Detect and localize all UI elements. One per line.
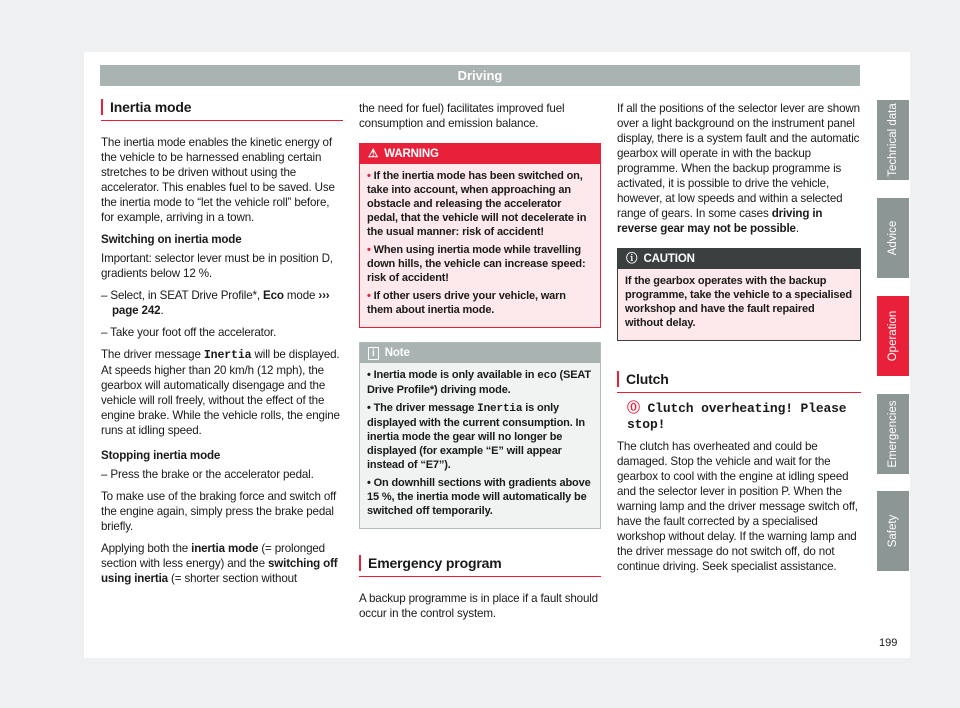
text: is only displayed with the current consumption. In inertia mode the gear will no longer be displayed (for example “E” will appear instead of “E7”). xyxy=(367,402,585,471)
step-press-brake: – Press the brake or the accelerator pedal. xyxy=(101,468,314,481)
text: Applying both the xyxy=(101,542,192,555)
section-title-clutch: Clutch xyxy=(617,371,861,387)
text: If other users drive your vehicle, warn them about inertia mode. xyxy=(367,290,566,316)
step-select-eco: – Select, in SEAT Drive Profile*, Eco mode ››› page 242. xyxy=(101,289,330,317)
section-heading-underline xyxy=(359,555,601,577)
note-item: • The driver message Inertia is only displayed with the current consumption. In inertia mode the gear will no longer be displayed (for example “E” will appear instead of “E7”). xyxy=(367,402,585,471)
text: The driver message xyxy=(101,348,204,361)
important-paragraph: Important: selector lever must be in position D, gradients below 12 %. xyxy=(101,252,333,280)
text: (= shorter section without xyxy=(167,572,298,585)
tab-label: Emergencies xyxy=(887,400,899,468)
bold-text: switching off using inertia xyxy=(101,557,338,585)
text: If the inertia mode has been switched on, take into account, when approaching an obstacle and releasing the accelerator pedal, that the vehicle will not decelerate in the usual manner: risk of accident! xyxy=(367,170,587,238)
clutch-paragraph: The clutch has overheated and could be damaged. Stop the vehicle and wait for the gearbox to cool with the engine at idling speed and the selector lever in position P. When the warning lamp and the driver message switch off, have the fault corrected by a specialised workshop without delay. If the warning lamp and the driver message do not switch off, do not continue driving. Seek specialist assistance. xyxy=(617,440,858,573)
text: Clutch overheating! Please stop! xyxy=(627,401,847,432)
continued-paragraph: the need for fuel) facilitates improved fuel consumption and emission balance. xyxy=(359,102,565,130)
braking-paragraph: To make use of the braking force and switch off the engine again, simply press the brake pedal briefly. xyxy=(101,490,337,533)
inertia-message: Inertia xyxy=(477,403,523,415)
subheading-stopping: Stopping inertia mode xyxy=(101,449,221,462)
clutch-message xyxy=(627,401,861,433)
column-3 xyxy=(617,101,861,581)
warning-item: • If the inertia mode has been switched on, take into account, when approaching an obstacle and releasing the accelerator pedal, that the vehicle will not decelerate in the usual manner: risk of accident! xyxy=(367,170,587,238)
text: The driver message xyxy=(373,402,478,414)
bold-text: driving in reverse gear may not be possible xyxy=(617,207,823,235)
intro-paragraph: The inertia mode enables the kinetic energy of the vehicle to be harnessed enabling certain stretches to be driven without using the accelerator. This enables fuel to be saved. Use the inertia mode to “let the vehicle roll” before, for example, arriving in a town. xyxy=(101,136,335,224)
inertia-message: Inertia xyxy=(203,349,252,362)
applying-paragraph xyxy=(101,541,343,586)
eco-mode-label: eco xyxy=(537,370,557,382)
note-header xyxy=(360,343,600,363)
warning-box xyxy=(359,143,601,328)
subheading-switching-on: Switching on inertia mode xyxy=(101,233,242,246)
info-icon: i xyxy=(368,347,379,360)
text: Press the brake or the accelerator pedal. xyxy=(110,468,314,481)
tab-safety[interactable] xyxy=(877,491,909,571)
warning-lamp-icon: ⓪ xyxy=(627,401,640,416)
caution-header xyxy=(618,249,860,269)
warning-label: WARNING xyxy=(384,148,439,160)
caution-label: CAUTION xyxy=(643,253,695,265)
note-box xyxy=(359,342,601,529)
caution-box xyxy=(617,248,861,341)
tab-label: Operation xyxy=(887,310,899,362)
text: Inertia mode is only available in xyxy=(373,369,538,381)
warning-header xyxy=(360,144,600,164)
caution-text: If the gearbox operates with the backup programme, take the vehicle to a specialised workshop and have the fault repaired without delay. xyxy=(625,275,852,329)
text: On downhill sections with gradients above 15 %, the inertia mode will automatically be switched off temporarily. xyxy=(367,477,591,517)
text: When using inertia mode while travelling down hills, the vehicle can increase speed: risk of accident! xyxy=(367,244,586,284)
text: Select, in SEAT Drive Profile*, xyxy=(110,289,264,302)
text: If all the positions of the selector lever are shown over a light background on the instrument panel display, there is a system fault and the automatic gearbox will operate in with the backup programme. When the backup programme is activated, it is possible to drive the vehicle, however, at low speeds and within a selected range of gears. In some cases xyxy=(617,102,860,220)
tab-emergencies[interactable] xyxy=(877,394,909,474)
tab-label: Safety xyxy=(887,514,899,548)
tab-advice[interactable] xyxy=(877,198,909,278)
section-heading-underline xyxy=(617,371,861,393)
tab-technical-data[interactable] xyxy=(877,100,909,180)
section-heading-underline xyxy=(101,99,343,121)
tab-label: Technical data xyxy=(887,103,899,177)
step-foot-off: – Take your foot off the accelerator. xyxy=(101,326,277,339)
section-title-emergency: Emergency program xyxy=(359,555,601,571)
warning-triangle-icon: ⚠ xyxy=(368,148,379,160)
bold-text: inertia mode xyxy=(191,542,259,555)
fault-paragraph xyxy=(617,101,861,236)
text: (= prolonged section with less energy) and the xyxy=(101,542,325,570)
text: (SEAT Drive Profile*) driving mode. xyxy=(367,369,591,396)
note-item: • On downhill sections with gradients above 15 %, the inertia mode will automatically be switched off temporarily. xyxy=(367,477,591,517)
emergency-paragraph: A backup programme is in place if a fault should occur in the control system. xyxy=(359,592,598,620)
caution-circle-icon: ⓘ xyxy=(626,253,638,265)
text: mode xyxy=(283,289,319,302)
eco-label: Eco xyxy=(263,289,284,302)
note-item: • Inertia mode is only available in eco (SEAT Drive Profile*) driving mode. xyxy=(367,369,591,396)
tab-label: Advice xyxy=(887,220,899,256)
note-label: Note xyxy=(384,347,410,359)
page-link[interactable]: ››› page 242 xyxy=(112,289,330,317)
page-number: 199 xyxy=(879,637,898,649)
warning-item: • If other users drive your vehicle, warn them about inertia mode. xyxy=(367,290,566,316)
text: will be displayed. At speeds higher than 20 km/h (12 mph), the gearbox will automatically disengage and the vehicle will roll freely, without the effect of the engine brake. While the vehicle rolls, the engine runs at idling speed. xyxy=(101,348,340,437)
text: . xyxy=(795,222,799,235)
section-title-inertia-mode: Inertia mode xyxy=(101,99,343,115)
column-1 xyxy=(101,99,343,593)
column-2 xyxy=(359,101,601,628)
warning-item: • When using inertia mode while travelling down hills, the vehicle can increase speed: risk of accident! xyxy=(367,244,586,284)
driver-message-paragraph xyxy=(101,347,343,438)
tab-operation[interactable] xyxy=(877,296,909,376)
text: Take your foot off the accelerator. xyxy=(110,326,277,339)
chapter-header: Driving xyxy=(100,65,860,86)
